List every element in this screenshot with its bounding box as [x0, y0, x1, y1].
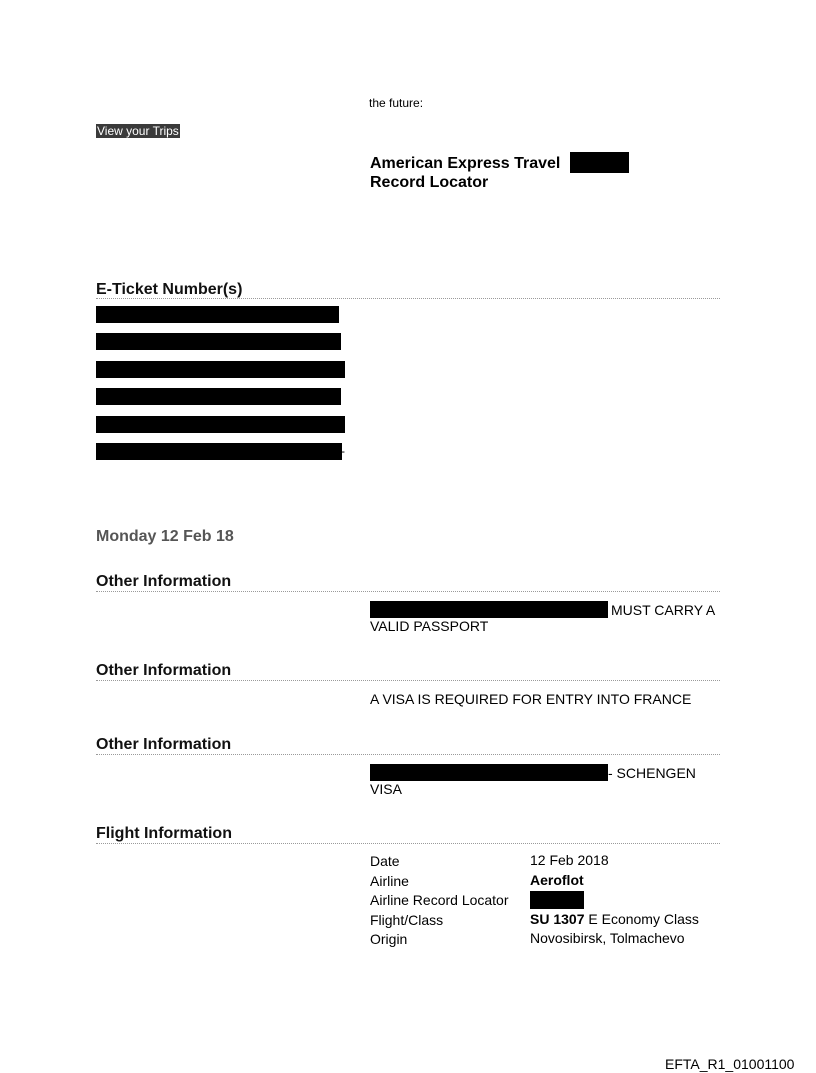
value-flight-class: [530, 910, 699, 930]
other-info-text: A VISA IS REQUIRED FOR ENTRY INTO FRANCE: [370, 691, 692, 707]
other-info-text: VISA: [370, 781, 402, 797]
section-divider: [96, 754, 720, 755]
trailing-dash: -: [341, 444, 345, 458]
redaction-box: [370, 764, 608, 781]
view-trips-link[interactable]: View your Trips: [97, 124, 179, 138]
other-info-heading: Other Information: [96, 736, 232, 753]
redaction-box: [370, 601, 608, 618]
section-divider: [96, 591, 720, 592]
eticket-heading: E-Ticket Number(s): [96, 281, 243, 298]
value-airline: Aeroflot: [530, 871, 584, 888]
section-divider: [96, 843, 720, 844]
redacted-ticket-number: [96, 306, 339, 323]
document-id: EFTA_R1_01001100: [665, 1056, 795, 1072]
redaction-box: [570, 152, 629, 173]
redacted-ticket-number: [96, 388, 341, 405]
other-info-text: VALID PASSPORT: [370, 618, 489, 634]
redacted-ticket-number: [96, 416, 345, 433]
value-origin: Novosibirsk, Tolmachevo: [530, 930, 685, 946]
amex-title-line1: American Express Travel: [370, 155, 561, 172]
redacted-ticket-number: [96, 361, 345, 378]
redacted-ticket-number: [96, 443, 342, 460]
label-date: Date: [370, 853, 400, 869]
redaction-box: [530, 891, 584, 909]
redacted-ticket-number: [96, 333, 341, 350]
label-airline-record-locator: Airline Record Locator: [370, 892, 509, 908]
other-info-text: - SCHENGEN: [608, 765, 696, 781]
day-heading: Monday 12 Feb 18: [96, 528, 234, 545]
label-origin: Origin: [370, 931, 408, 947]
section-divider: [96, 680, 720, 681]
section-divider: [96, 298, 720, 299]
intro-text-fragment: the future:: [369, 96, 424, 110]
label-airline: Airline: [370, 872, 409, 889]
value-flight-number: SU 1307: [530, 910, 585, 927]
other-info-heading: Other Information: [96, 662, 232, 679]
other-info-text: MUST CARRY A: [611, 602, 716, 618]
flight-detail-labels: [370, 852, 509, 950]
amex-title-line2: Record Locator: [370, 174, 489, 191]
label-flight-class: Flight/Class: [370, 911, 444, 928]
value-date: 12 Feb 2018: [530, 852, 609, 868]
other-info-heading: Other Information: [96, 573, 232, 590]
amex-record-locator-title: [370, 154, 560, 192]
flight-info-heading: Flight Information: [96, 825, 232, 842]
value-class: E Economy Class: [588, 910, 699, 927]
